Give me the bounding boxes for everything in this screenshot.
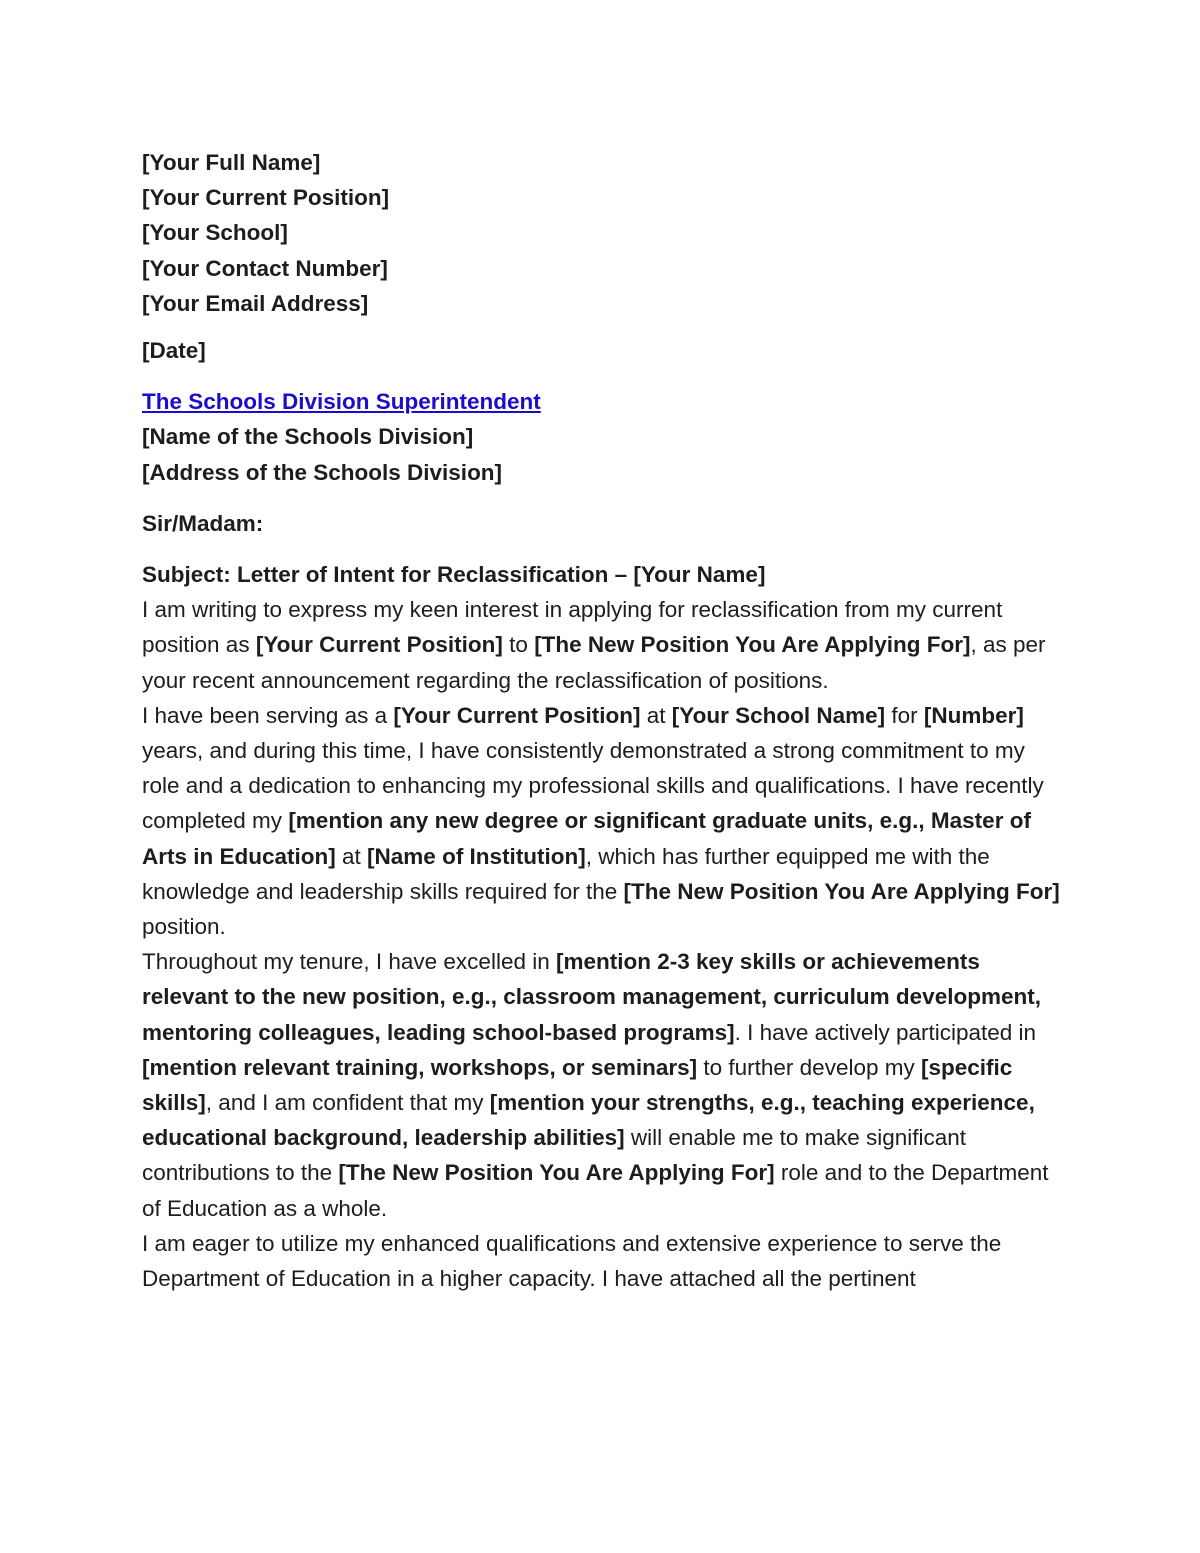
recipient-block [142, 384, 1067, 490]
p2-text: at [640, 702, 672, 728]
p1-text: , as per [970, 632, 1046, 658]
paragraph-3 [142, 944, 1067, 1226]
p2-placeholder: [Number] [923, 702, 1024, 728]
paragraph-1 [142, 592, 1067, 698]
sender-school: [Your School] [142, 220, 288, 246]
p3-text: , and I am confident that my [205, 1090, 490, 1116]
p2-text: at [335, 843, 368, 869]
p3-text: . I have actively participated in [734, 1019, 1037, 1045]
p4-text: I am eager to utilize my enhanced qualifications and extensive experience to serve the Department of Education in a higher capacity. I have attached all the pertinent [142, 1230, 1002, 1292]
p3-placeholder: [mention relevant training, workshops, or seminars] [142, 1054, 698, 1080]
subject-line: Subject: Letter of Intent for Reclassification – [Your Name] [142, 562, 766, 588]
paragraph-2 [142, 698, 1067, 944]
p3-placeholder: [specific skills] [142, 1054, 1013, 1116]
p2-placeholder: [mention any new degree or significant graduate units, e.g., Master of Arts in Education] [142, 808, 1031, 869]
p3-text: role and to the Department of Education as a whole. [142, 1160, 1049, 1221]
p2-text: position. [142, 914, 226, 940]
salutation: Sir/Madam: [142, 510, 264, 536]
letter-date: [Date] [142, 338, 206, 364]
letter-content [142, 145, 1067, 1296]
p3-text: to further develop my [697, 1054, 921, 1080]
sender-contact: [Your Contact Number] [142, 255, 388, 281]
p2-text: for [885, 702, 924, 728]
p3-placeholder: [mention your strengths, e.g., teaching experience, educational background, leadership abilities] [142, 1090, 1035, 1151]
p1-text: your recent announcement regarding the reclassification of positions. [142, 667, 829, 693]
recipient-division: [Name of the Schools Division] [142, 424, 474, 450]
p1-text: to [502, 632, 535, 658]
p2-text: , which has further equipped me with the knowledge and leadership skills required for the [142, 843, 990, 904]
p1-placeholder: [The New Position You Are Applying For] [534, 632, 971, 658]
p1-text: I am writing to express my keen interest in applying for reclassification from my current [142, 597, 1003, 623]
sender-block [142, 145, 1067, 321]
p3-text: Throughout my tenure, I have excelled in [142, 949, 556, 975]
p3-placeholder: [The New Position You Are Applying For] [338, 1160, 775, 1186]
p1-placeholder: [Your Current Position] [255, 632, 503, 658]
sender-email: [Your Email Address] [142, 290, 369, 316]
p2-placeholder: [Your Current Position] [393, 702, 641, 728]
sender-name: [Your Full Name] [142, 150, 321, 175]
p2-placeholder: [Your School Name] [671, 702, 886, 728]
p3-text: will enable me to make significant contributions to the [142, 1125, 967, 1186]
recipient-address: [Address of the Schools Division] [142, 459, 503, 485]
sender-position: [Your Current Position] [142, 185, 390, 211]
p2-placeholder: [The New Position You Are Applying For] [623, 878, 1060, 904]
p2-placeholder: [Name of Institution] [367, 843, 586, 869]
paragraph-4 [142, 1226, 1067, 1296]
p1-text: position as [142, 632, 256, 658]
p2-text: I have been serving as a [142, 702, 394, 728]
p2-text: years, and during this time, I have consistently demonstrated a strong commitment to my role and a dedication to enhancing my professional skills and qualifications. I have recently completed my [142, 738, 1044, 834]
recipient-title-link[interactable]: The Schools Division Superintendent [142, 389, 541, 415]
p3-placeholder: [mention 2-3 key skills or achievements relevant to the new position, e.g., classroom management, curriculum development, mentoring colleagues, leading school-based programs] [142, 949, 1041, 1045]
